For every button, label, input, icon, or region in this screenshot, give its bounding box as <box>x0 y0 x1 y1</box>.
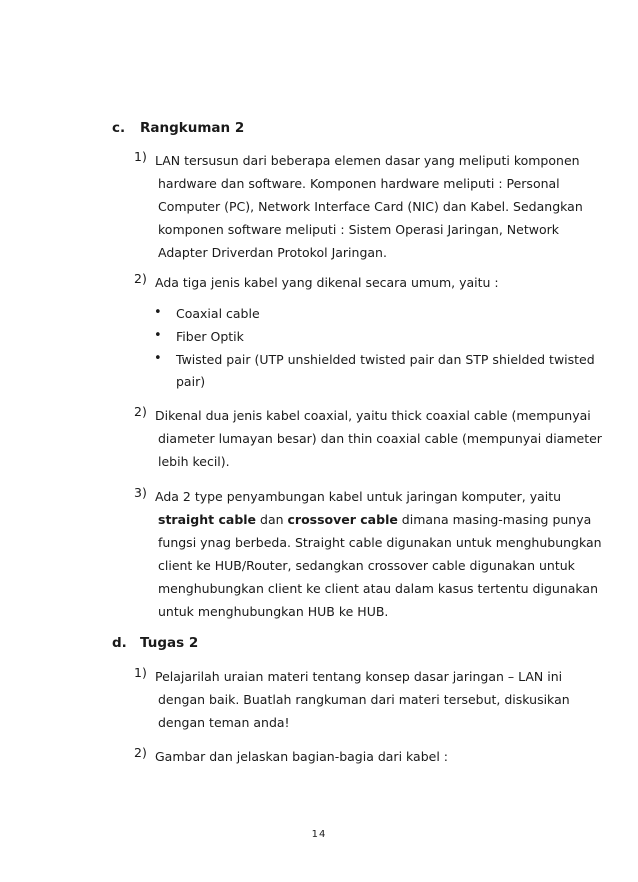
item-number: 2) <box>134 745 147 760</box>
section-c-letter: c. <box>112 120 126 136</box>
text-line: untuk menghubungkan HUB ke HUB. <box>158 604 389 619</box>
section-c-title: Rangkuman 2 <box>140 120 245 136</box>
list-item-paragraph <box>155 745 555 768</box>
text-line: dengan teman anda! <box>158 715 290 730</box>
text-line: lebih kecil). <box>158 454 230 469</box>
text-line: fungsi ynag berbeda. Straight cable digunakan untuk menghubungkan <box>158 535 602 550</box>
section-d-title: Tugas 2 <box>140 635 199 651</box>
text-fragment: dimana masing-masing punya <box>397 512 592 527</box>
item-number: 3) <box>134 485 147 500</box>
bullet-icon: • <box>154 328 162 343</box>
item-number: 1) <box>134 149 147 164</box>
item-number: 2) <box>134 404 147 419</box>
section-d-heading <box>112 635 198 651</box>
list-item-paragraph <box>155 271 555 294</box>
text-line: Adapter Driverdan Protokol Jaringan. <box>158 245 387 260</box>
text-line: LAN tersusun dari beberapa elemen dasar yang meliputi komponen <box>155 153 580 168</box>
list-item-paragraph <box>155 404 602 473</box>
bullet-item <box>176 303 556 325</box>
text-line: Ada 2 type penyambungan kabel untuk jaringan komputer, yaitu <box>155 489 562 504</box>
bold-term-crossover-cable: crossover cable <box>287 512 398 527</box>
bullet-icon: • <box>154 305 162 320</box>
bullet-icon: • <box>154 351 162 366</box>
section-c-heading <box>112 120 244 136</box>
page-number: 14 <box>311 829 327 840</box>
text-line: Pelajarilah uraian materi tentang konsep dasar jaringan – LAN ini <box>155 669 563 684</box>
text-line: hardware dan software. Komponen hardware meliputi : Personal <box>158 176 560 191</box>
list-item-paragraph <box>155 485 602 623</box>
text-line: Ada tiga jenis kabel yang dikenal secara umum, yaitu : <box>155 275 499 290</box>
text-line: pair) <box>176 374 206 389</box>
section-d-letter: d. <box>112 635 127 651</box>
bullet-item <box>176 349 595 393</box>
item-number: 2) <box>134 271 147 286</box>
text-line: Fiber Optik <box>176 329 244 344</box>
bold-term-straight-cable: straight cable <box>158 512 257 527</box>
bullet-item <box>176 326 556 348</box>
text-line: Coaxial cable <box>176 306 260 321</box>
text-line: diameter lumayan besar) dan thin coaxial cable (mempunyai diameter <box>158 431 602 446</box>
text-line: Gambar dan jelaskan bagian-bagia dari kabel : <box>155 749 448 764</box>
text-line: menghubungkan client ke client atau dalam kasus tertentu digunakan <box>158 581 599 596</box>
text-line: Twisted pair (UTP unshielded twisted pair dan STP shielded twisted <box>176 352 595 367</box>
text-line <box>158 508 592 531</box>
text-line: Computer (PC), Network Interface Card (NIC) dan Kabel. Sedangkan <box>158 199 583 214</box>
text-line: Dikenal dua jenis kabel coaxial, yaitu thick coaxial cable (mempunyai <box>155 408 591 423</box>
text-line: client ke HUB/Router, sedangkan crossover cable digunakan untuk <box>158 558 575 573</box>
text-fragment: dan <box>256 512 288 527</box>
item-number: 1) <box>134 665 147 680</box>
text-line: dengan baik. Buatlah rangkuman dari materi tersebut, diskusikan <box>158 692 570 707</box>
text-line: komponen software meliputi : Sistem Operasi Jaringan, Network <box>158 222 559 237</box>
list-item-paragraph <box>155 665 570 734</box>
list-item-paragraph <box>155 149 583 264</box>
